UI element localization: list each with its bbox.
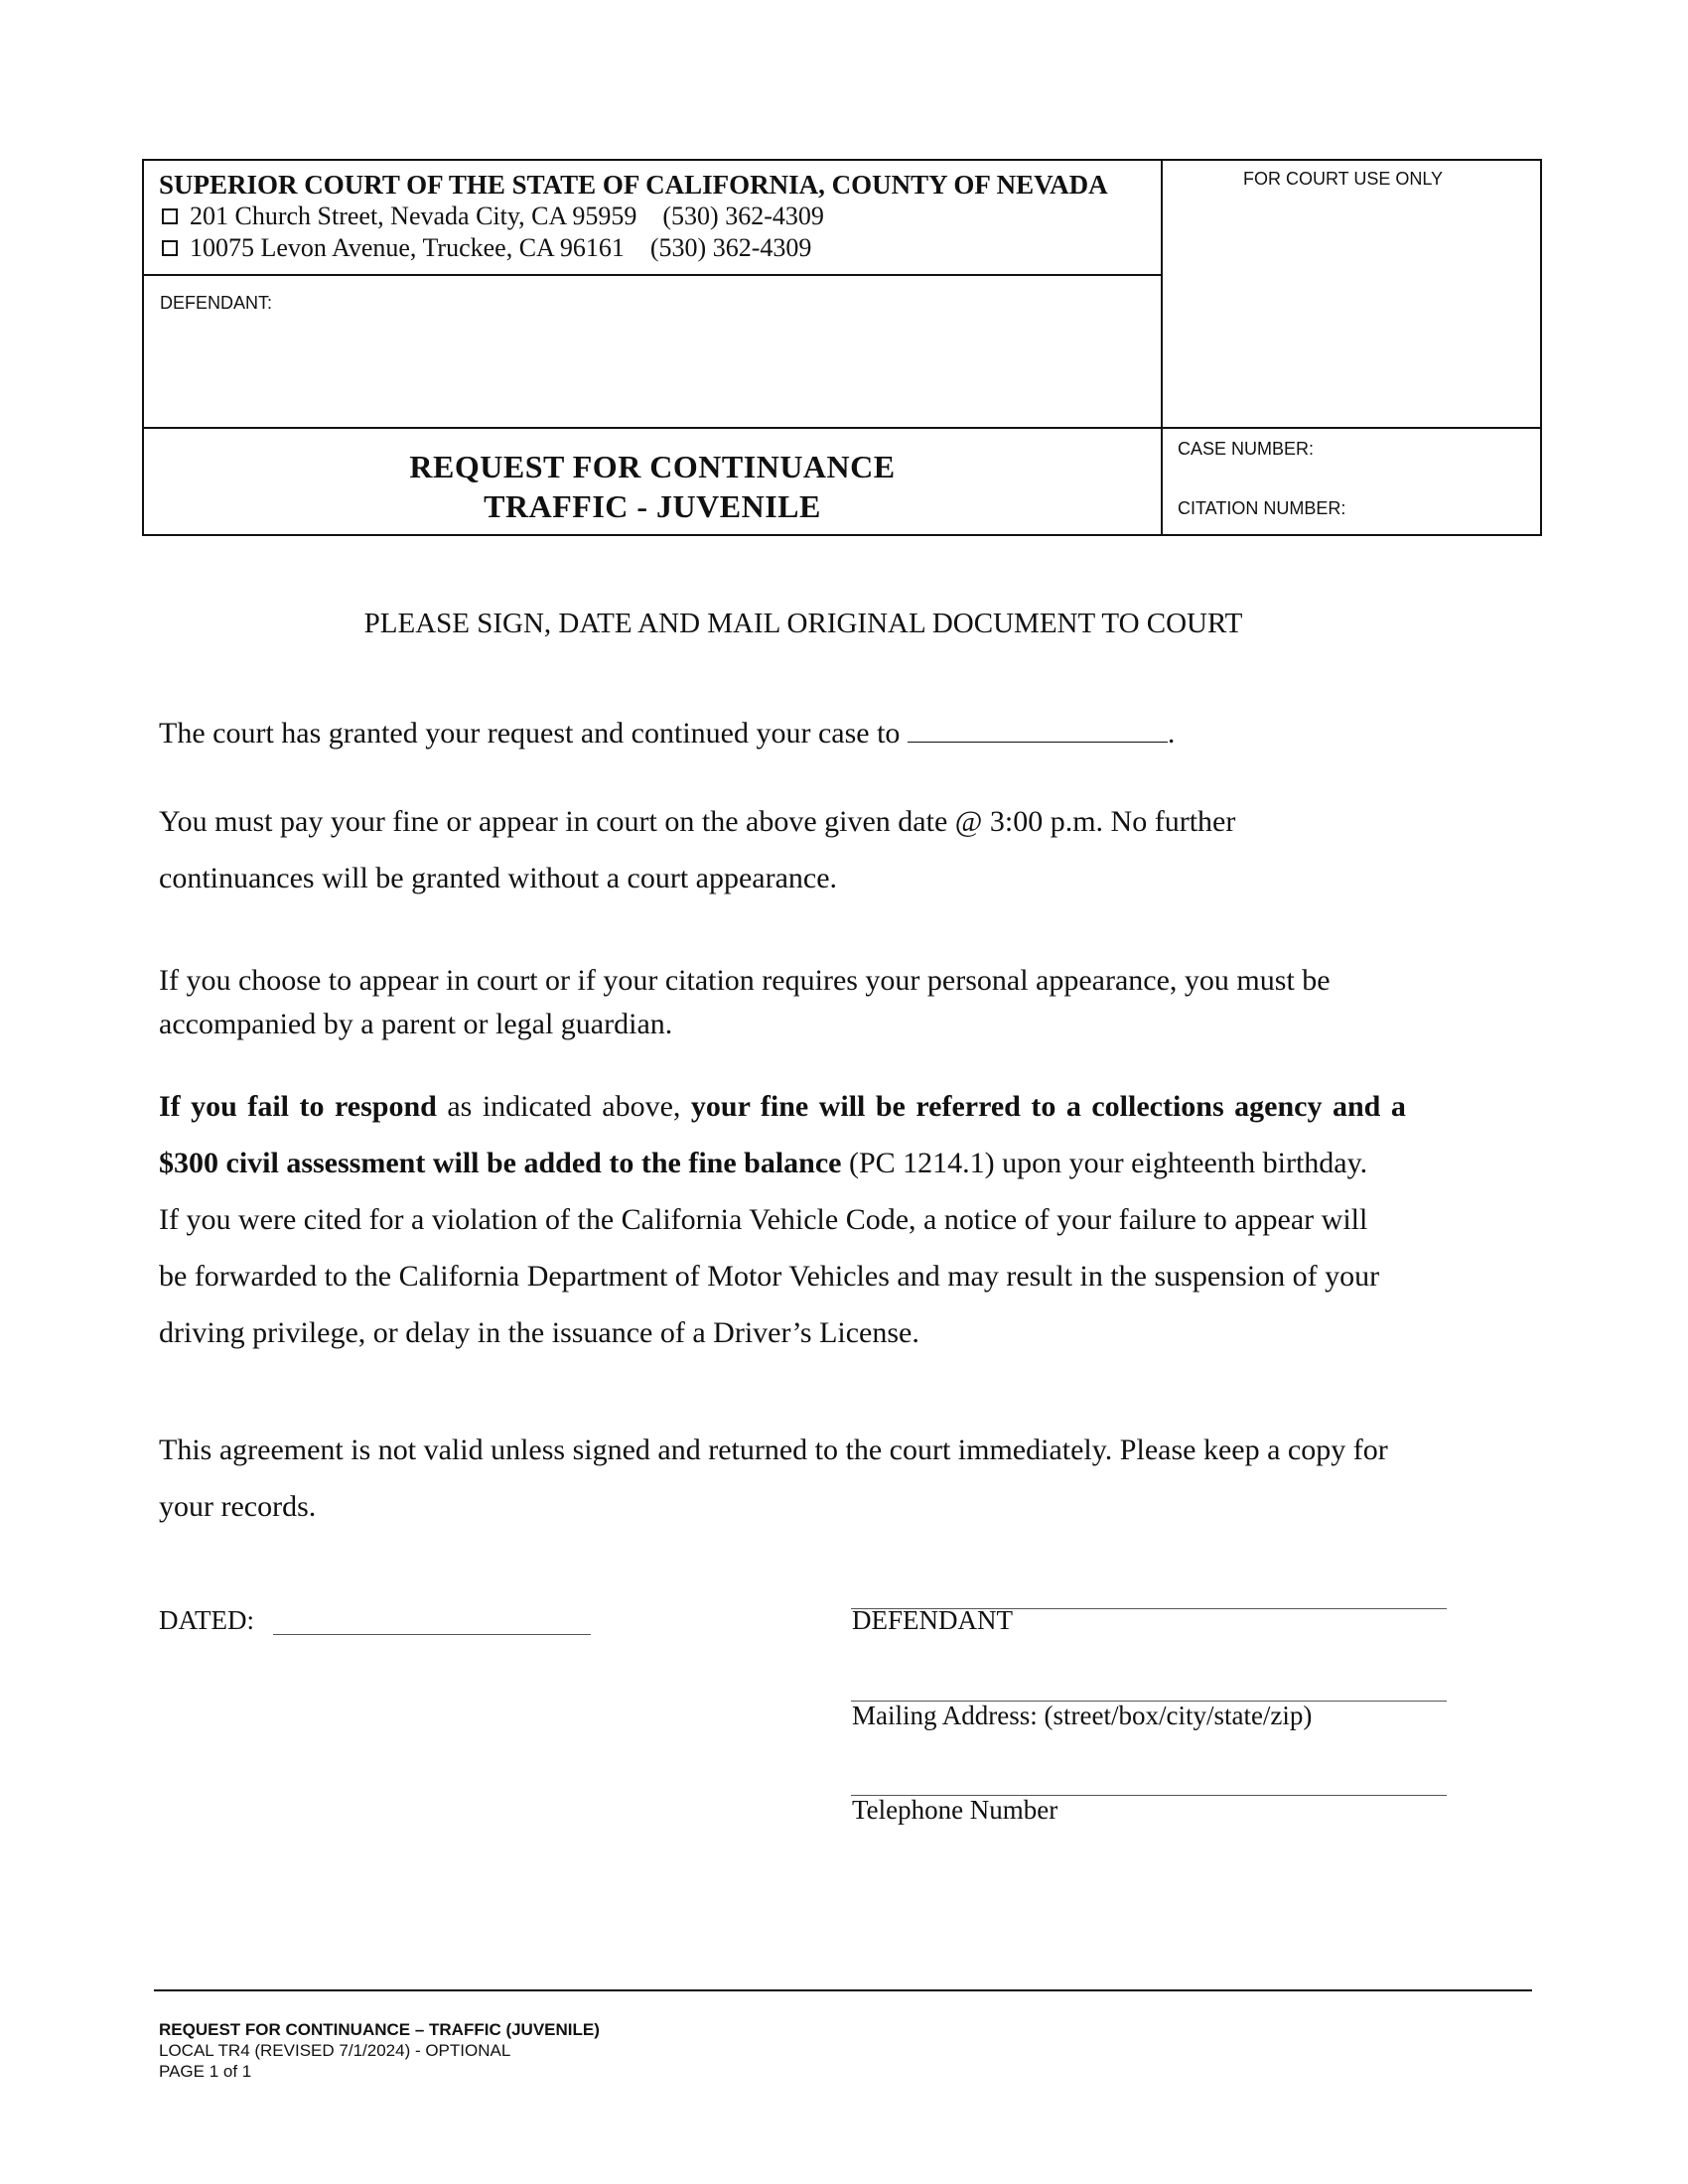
mail-instruction: PLEASE SIGN, DATE AND MAIL ORIGINAL DOCUMENT TO COURT [363, 608, 1243, 639]
appearance-line-2: accompanied by a parent or legal guardian. [159, 1008, 673, 1040]
defendant-box [142, 274, 1163, 429]
court-name: SUPERIOR COURT OF THE STATE OF CALIFORNIA, COUNTY OF NEVADA [159, 170, 1108, 200]
as-indicated-text: as indicated above, [436, 1090, 691, 1123]
failure-line-3: If you were cited for a violation of the California Vehicle Code, a notice of your failure to appear will [159, 1203, 1368, 1236]
location-phone: (530) 362-4309 [662, 202, 824, 230]
continued-date-field[interactable] [908, 720, 1168, 743]
collections-bold: your fine will be referred to a collections agency and a [690, 1090, 1406, 1123]
form-footer [159, 2019, 600, 2082]
date-signature-line[interactable] [273, 1634, 591, 1635]
footer-page: PAGE 1 of 1 [159, 2062, 252, 2081]
failure-line-4: be forwarded to the California Department of Motor Vehicles and may result in the suspension of your [159, 1260, 1380, 1293]
location-address: 201 Church Street, Nevada City, CA 95959 [190, 202, 637, 230]
court-use-box [1161, 159, 1542, 429]
agreement-line-2: your records. [159, 1490, 317, 1523]
nevada-city-checkbox[interactable] [162, 208, 178, 224]
location-truckee [162, 233, 811, 263]
agreement-line-1: This agreement is not valid unless signed and returned to the court immediately. Please keep a copy for [159, 1433, 1388, 1466]
failure-line-2 [159, 1135, 1406, 1191]
location-phone: (530) 362-4309 [649, 233, 812, 262]
payment-paragraph [159, 793, 1235, 906]
footer-title: REQUEST FOR CONTINUANCE – TRAFFIC (JUVENILE) [159, 2020, 600, 2039]
location-address: 10075 Levon Avenue, Truckee, CA 96161 [190, 233, 625, 262]
title-line-2: TRAFFIC - JUVENILE [484, 488, 821, 524]
truckee-checkbox[interactable] [162, 240, 178, 256]
failure-line-1 [159, 1078, 1406, 1135]
footer-rule [154, 1989, 1532, 1991]
agreement-paragraph [159, 1422, 1388, 1535]
court-use-label: FOR COURT USE ONLY [1243, 169, 1444, 189]
period: . [1167, 717, 1176, 750]
payment-line-2: continuances will be granted without a court appearance. [159, 862, 838, 894]
failure-line-5: driving privilege, or delay in the issuance of a Driver’s License. [159, 1316, 919, 1349]
citation-number-label: CITATION NUMBER: [1178, 498, 1346, 518]
mailing-address-label: Mailing Address: (street/box/city/state/zip) [852, 1701, 1313, 1730]
pc-text: (PC 1214.1) upon your eighteenth birthday. [841, 1147, 1368, 1179]
footer-form-id: LOCAL TR4 (REVISED 7/1/2024) - OPTIONAL [159, 2041, 511, 2060]
continuance-text: The court has granted your request and continued your case to [159, 717, 901, 750]
dated-label: DATED: [159, 1605, 254, 1635]
fail-respond-bold: If you fail to respond [159, 1090, 437, 1123]
location-nevada-city [162, 202, 824, 231]
defendant-label: DEFENDANT: [160, 293, 273, 313]
case-number-label: CASE NUMBER: [1178, 439, 1315, 459]
payment-line-1: You must pay your fine or appear in court on the above given date @ 3:00 p.m. No further [159, 805, 1236, 838]
form-title [142, 449, 1163, 525]
appearance-line-1: If you choose to appear in court or if your citation requires your personal appearance, you must be [159, 964, 1331, 997]
title-line-1: REQUEST FOR CONTINUANCE [409, 449, 896, 484]
failure-paragraph [159, 1078, 1406, 1361]
defendant-signature-label: DEFENDANT [852, 1605, 1013, 1635]
continuance-paragraph [159, 705, 1175, 761]
telephone-label: Telephone Number [852, 1795, 1058, 1825]
appearance-paragraph [159, 959, 1331, 1046]
civil-assessment-bold: $300 civil assessment will be added to the fine balance [159, 1147, 842, 1179]
